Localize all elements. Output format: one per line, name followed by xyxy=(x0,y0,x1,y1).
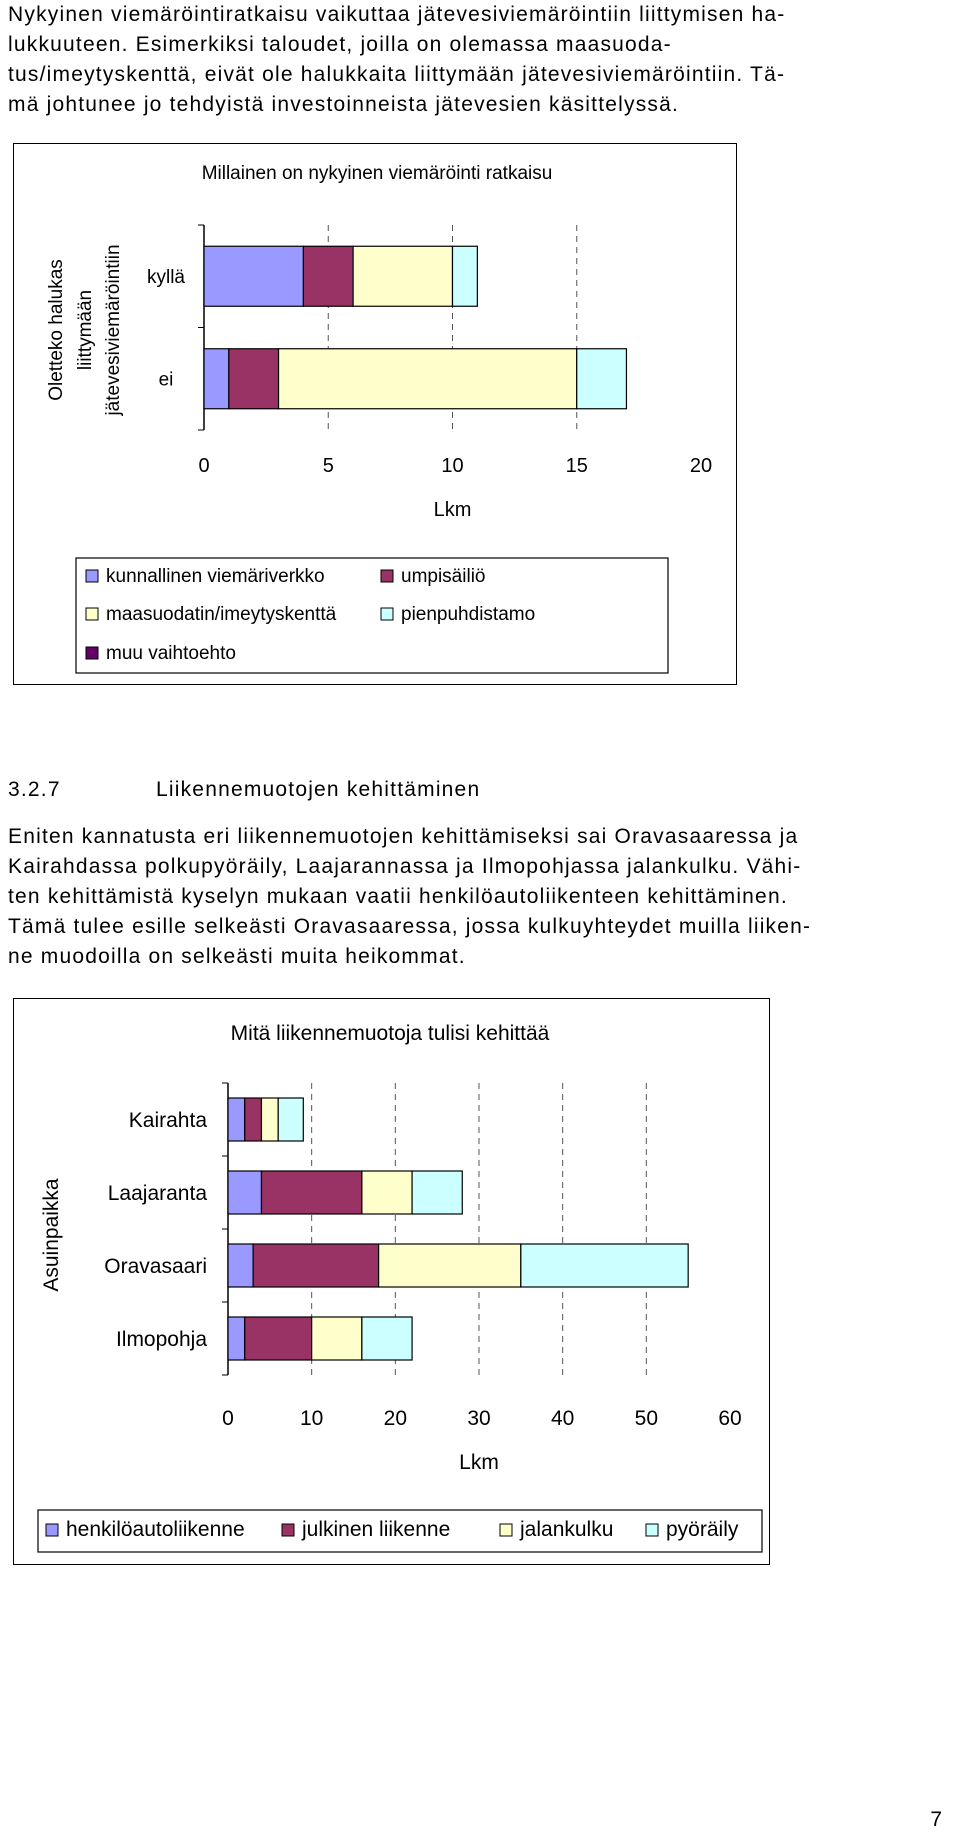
legend-label: muu vaihtoehto xyxy=(106,643,236,664)
legend-swatch xyxy=(500,1524,512,1536)
intro-line: mä johtunee jo tehdyistä investoinneista jätevesien käsittelyssä. xyxy=(8,93,680,116)
bar-segment xyxy=(228,1098,245,1141)
intro-line: lukkuuteen. Esimerkiksi taloudet, joilla on olemassa maasuoda- xyxy=(8,33,672,56)
category-label: Laajaranta xyxy=(107,1181,207,1205)
legend-label: jalankulku xyxy=(520,1518,614,1541)
legend-label: pyöräily xyxy=(666,1518,739,1541)
x-tick-label: 0 xyxy=(222,1407,234,1430)
legend-label: henkilöautoliikenne xyxy=(66,1518,245,1541)
bar-segment xyxy=(261,1098,278,1141)
intro-line: tus/imeytyskenttä, eivät ole halukkaita liittymään jätevesiviemäröintiin. Tä- xyxy=(8,63,786,86)
section-line: Kairahdassa polkupyöräily, Laajarannassa ja Ilmopohjassa jalankulku. Vähi- xyxy=(8,855,802,878)
x-tick-label: 40 xyxy=(550,1407,575,1430)
category-label: Kairahta xyxy=(128,1108,207,1132)
bar-segment xyxy=(312,1317,362,1360)
x-tick-label: 0 xyxy=(198,455,210,477)
x-tick-label: 15 xyxy=(565,455,588,477)
x-axis-label: Lkm xyxy=(459,1451,499,1474)
x-tick-label: 60 xyxy=(718,1407,742,1430)
chart-title: Millainen on nykyinen viemäröinti ratkaisu xyxy=(201,163,553,184)
section-title: Liikennemuotojen kehittäminen xyxy=(156,778,481,801)
bar-segment xyxy=(228,1171,261,1214)
bar-segment xyxy=(228,1317,245,1360)
x-tick-label: 10 xyxy=(299,1407,324,1430)
legend-swatch xyxy=(282,1524,294,1536)
page-number: 7 xyxy=(930,1808,942,1831)
y-axis-label: Asuinpaikka xyxy=(40,1178,63,1292)
chart-title: Mitä liikennemuotoja tulisi kehittää xyxy=(230,1022,550,1045)
x-axis-label: Lkm xyxy=(433,499,472,521)
section-line: Tämä tulee esille selkeästi Oravasaaressa, jossa kulkuyhteydet muilla liiken- xyxy=(8,915,812,938)
intro-line: Nykyinen viemäröintiratkaisu vaikuttaa jätevesiviemäröintiin liittymisen ha- xyxy=(8,3,786,26)
legend-label: julkinen liikenne xyxy=(302,1518,451,1541)
y-axis-label: jätevesiviemäröintiin xyxy=(103,244,124,416)
x-tick-label: 50 xyxy=(634,1407,659,1430)
bar-segment xyxy=(379,1244,521,1287)
legend-label: pienpuhdistamo xyxy=(401,604,536,625)
legend-label: kunnallinen viemäriverkko xyxy=(106,566,325,587)
x-tick-label: 20 xyxy=(689,455,713,477)
section-line: Eniten kannatusta eri liikennemuotojen kehittämiseksi sai Oravasaaressa ja xyxy=(8,825,799,848)
x-tick-label: 5 xyxy=(322,455,334,477)
legend-swatch xyxy=(46,1524,58,1536)
category-label: ei xyxy=(158,369,174,391)
section-number: 3.2.7 xyxy=(8,778,61,801)
bar-segment xyxy=(245,1098,262,1141)
y-axis-label: liittymään xyxy=(75,289,96,371)
bar-segment xyxy=(278,1098,303,1141)
bar-segment xyxy=(362,1317,412,1360)
bar-segment xyxy=(261,1171,361,1214)
x-tick-label: 30 xyxy=(467,1407,491,1430)
bar-segment xyxy=(412,1171,462,1214)
section-line: ten kehittämistä kyselyn mukaan vaatii henkilöautoliikenteen kehittäminen. xyxy=(8,885,788,908)
bar-segment xyxy=(362,1171,412,1214)
legend-swatch xyxy=(646,1524,658,1536)
category-label: kyllä xyxy=(146,266,186,288)
bar-segment xyxy=(521,1244,688,1287)
legend-label: umpisäiliö xyxy=(401,566,486,587)
section-line: ne muodoilla on selkeästi muita heikommat. xyxy=(8,945,466,968)
bar-segment xyxy=(245,1317,312,1360)
bar-segment xyxy=(253,1244,379,1287)
category-label: Ilmopohja xyxy=(115,1327,207,1351)
bar-segment xyxy=(228,1244,253,1287)
legend-label: maasuodatin/imeytyskenttä xyxy=(106,604,337,625)
x-tick-label: 10 xyxy=(441,455,464,477)
x-tick-label: 20 xyxy=(383,1407,408,1430)
y-axis-label: Oletteko halukas xyxy=(46,259,67,401)
category-label: Oravasaari xyxy=(104,1254,207,1278)
